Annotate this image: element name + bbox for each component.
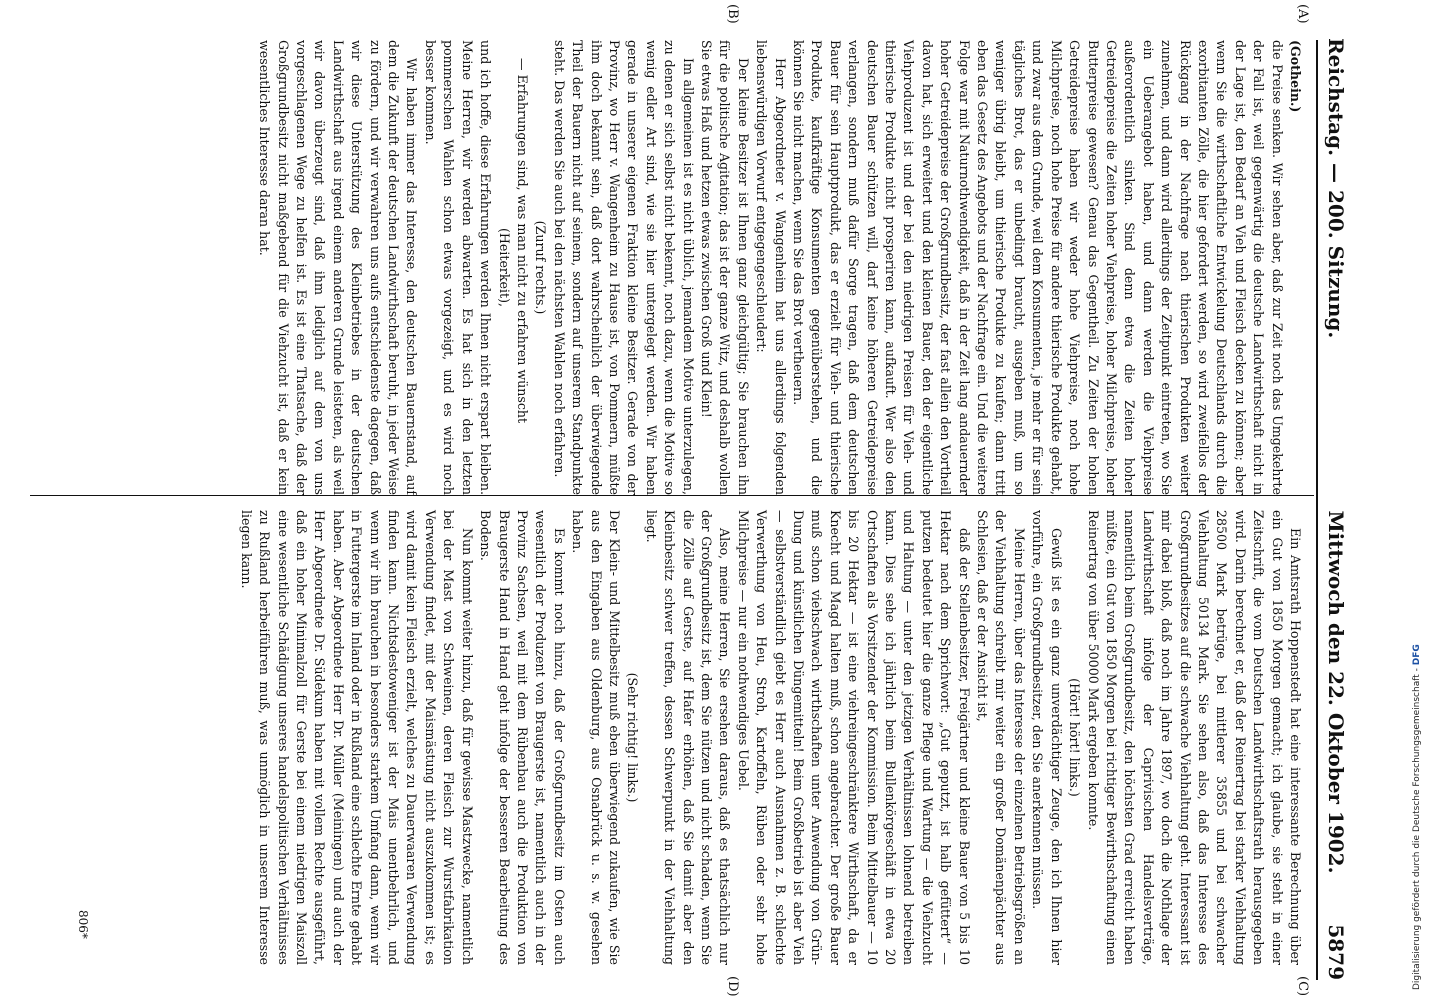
paragraph: Herr Abgeordneter v. Wangenheim hat uns allerdings folgenden liebenswürdigen Vorwurf entgegengeschleudert: <box>754 40 788 495</box>
header-left: Reichstag. — 200. Sitzung. <box>1324 38 1348 339</box>
paragraph: Meine Herren, über das Interesse der einzelnen Betriebsgrößen an der Viehhaltung schreibt mir weiter ein großer Domänenpächter aus Schlesien, daß er der Ansicht ist, <box>975 510 1027 965</box>
page-number: 5879 <box>1324 924 1348 980</box>
paragraph: Nun kommt weiter hinzu, daß für gewisse Mastzwecke, namentlich bei der Mast von Schweinen, deren Fleisch zur Wurstfabrikation Verwendung findet, mit der Maismästung nicht auszukommen ist; es wird damit kein Fleisch erzielt, welches zu Dauerwaaren Verwendung finden kann. Nichtsdestoweniger ist der Mais unentbehrlich, und wenn wir ihn brauchen in besonders starkem Umfang dann, wenn wir in Futtergerste im Inland oder in Rußland eine schlechte Ernte gehabt haben. Aber Abgeordnete Herr Dr. Müller (Meiningen) und auch der Herr Abgeordnete Dr. Südekum haben mit vollem Rechte ausgeführt, daß ein hoher Minimalzoll für Gerste bei einem niedrigen Maiszoll eine wesentliche Schädigung unseres handelspolitischen Verhältnisses zu Rußland herbeiführen muß, was unmöglich in unserem Interesse liegen kann. <box>238 510 475 965</box>
header-date: Mittwoch den 22. Oktober 1902. <box>1324 510 1348 874</box>
paragraph: und ich hoffe, diese Erfahrungen werden Ihnen nicht erspart bleiben. Meine Herren, wir werden abwarten. Es hat sich in den letzten pommerschen Wahlen schon etwas vorgezeigt, und es wird noch besser kommen. <box>422 40 494 495</box>
paragraph: Der Klein- und Mittelbesitz muß eben überwiegend zukaufen, wie Sie aus den Eingaben aus Oldenburg, aus Osnabrück u. s. w. gesehen haben. <box>570 510 622 965</box>
interjection: (Sehr richtig! links.) <box>625 672 641 803</box>
sheet-signature: 806* <box>76 910 90 939</box>
interjection: (Hört! hört! links.) <box>1067 678 1083 797</box>
paragraph: Es kommt noch hinzu, daß der Großgrundbesitz im Osten auch wesentlich der Produzent von Braugerste ist, namentlich auch in der Provinz Sachsen, weil mit dem Rübenbau auch die Produktion von Braugerste Hand in Hand geht infolge der besseren Bearbeitung des Bodens. <box>478 510 567 965</box>
margin-letter-c: (C) <box>1295 976 1310 997</box>
speaker-name: (Gothein.) <box>1288 40 1303 113</box>
header-rule <box>1316 40 1318 980</box>
interjection: (Zuruf rechts.) <box>533 220 549 315</box>
digitization-credit <box>1412 10 1428 990</box>
dfg-logo: DFG <box>1412 644 1422 666</box>
quotation: daß der Stellenbesitzer, Freigärtner und kleine Bauer von 5 bis 10 Hektar nach dem Sprichwort: „Gut geputzt, ist halb gefüttert“ — putzen bedeutet hier die ganze Pflege und Wartung — die Viehzucht und Haltung — unter den jetzigen Verhältnissen lohnend betreiben kann. Dies sehe ich jährlich beim Bullenkörgeschäft in etwa 20 Ortschaften als Vorsitzender der Kommission. Beim Mittelbauer — 10 bis 20 Hektar — ist eine viehreingeschränktere Wirthschaft, da er Knecht und Magd halten muß, schon angebrachter. Der große Bauer muß schon viehschwach wirthschaften unter Anwendung von Grün-Dung und künstlichen Düngemitteln! Beim Großbetrieb ist aber Vieh — selbstverständlich giebt es Herr auch Ausnahmen z. B. schlechte Verwerthung von Heu, Stroh, Kartoffeln, Rüben oder sehr hohe Milchpreise — nur ein nothwendiges Uebel. <box>735 510 972 965</box>
credit-text: Digitalisierung gefördert durch die Deutsche Forschungsgemeinschaft - <box>1412 665 1422 990</box>
paragraph: Im allgemeinen ist es nicht üblich, jemandem Motive unterzulegen, zu denen er sich selbst nicht bekennt, noch dazu, wenn die Motive so wenig edler Art sind, wie sie hier untergelegt werden. Wir haben gerade in unserer eigenen Fraktion kleine Besitzer. Gerade von der Provinz, wo Herr v. Wangenheim zu Hause ist, von Pommern, müßte ihm doch bekannt sein, daß dort wahrscheinlich der überwiegende Theil der Bauern nicht auf seinem, sondern auf unserem Standpunkte steht. Das werden Sie auch bei den nächsten Wahlen noch erfahren. <box>551 40 696 495</box>
paragraph: Ein Amtsrath Hoppenstedt hat eine interessante Berechnung über ein Gut von 1850 Morgen gemacht; ich glaube, sie steht in einer Zeitschrift, die vom Deutschen Landwirthschaftsrath herausgegeben wird. Darin berechnet er, daß der Reinertrag bei starker Viehhaltung 28500 Mark betrüge, bei mittlerer 35855 und bei schwacher Viehhaltung 50134 Mark. Sie sehen also, daß das Interesse des Großgrundbesitzes auf die schwache Viehhaltung geht. Interessant ist mir dabei bloß, daß noch im Jahre 1897, wo doch die Nothlage der Landwirthschaft infolge der Caprivischen Handelsverträge, namentlich beim Großgrundbesitz, den höchsten Grad erreicht haben müßte, ein Gut von 1850 Morgen bei richtiger Bewirthschaftung einen Reinertrag von über 50000 Mark ergeben konnte. <box>1085 510 1303 965</box>
paragraph: die Preise senken. Wir sehen aber, daß zur Zeit noch das Umgekehrte der Fall ist, weil gegenwärtig die deutsche Landwirthschaft nicht in der Lage ist, den Bedarf an Vieh und Fleisch decken zu können; aber wenn Sie die wirthschaftliche Entwickelung Deutschlands durch die exorbitanten Zölle, die hier gefordert werden, so wird zweifellos der Rückgang in der Nachfrage nach thierischen Produkten weiter zunehmen, und dann wird allerdings der Zeitpunkt eintreten, wo Sie ein Ueberangebot haben, und dann werden die Viehpreise außerordentlich sinken. Sind denn etwa die Zeiten hoher Getreidepreise die Zeiten hoher Viehpreise, hoher Milchpreise, hoher Butterpreise gewesen? Genau das Gegentheil. Zu Zeiten der hohen Getreidepreise haben wir weder hohe Viehpreise, noch hohe Milchpreise, noch hohe Preise für andere thierische Produkte gehabt, und zwar aus dem Grunde, weil dem Konsumenten, je mehr er für sein tägliches Brot, das er unbedingt braucht, ausgeben muß, um so weniger übrig bleibt, um thierische Produkte zu kaufen; dann tritt eben das Gesetz des Angebots und der Nachfrage ein. Und die weitere Folge war mit Naturnothwendigkeit, daß in der Zeit lang andauernder hoher Getreidepreise der Großgrundbesitz, der fast allein den Vortheil davon hat, sich erweitert und den kleinen Bauer, den der eigentliche Viehproduzent ist und der bei den niedrigen Preisen für Vieh- und thierische Produkte nicht prosperiren kann, aufkauft. Wer also den deutschen Bauer schützen will, darf keine höheren Getreidepreise verlangen, sondern muß dafür Sorge tragen, daß dem deutschen Bauer für sein Hauptprodukt, das er erzielt für Vieh- und thierische Produkte, kaufkräftige Konsumenten gegenüberstehen, und die können Sie nicht machen, wenn Sie das Brot vertheuern. <box>791 40 1285 495</box>
page-header <box>1324 38 1372 980</box>
paragraph: — Erfahrungen sind, was man nicht zu erfahren wünscht <box>514 58 530 424</box>
quotation: Der kleine Besitzer ist Ihnen ganz gleichgültig; Sie brauchen ihn für die politische Agitation; das ist der ganze Witz, und deshalb wollen Sie etwas Haß und hetzen etwas zwischen Groß und Klein! <box>699 40 751 495</box>
margin-letter-a: (A) <box>1295 4 1310 24</box>
margin-letter-b: (B) <box>725 4 740 24</box>
paragraph: Also, meine Herren, Sie ersehen daraus, daß es thatsächlich nur der Großgrundbesitz ist, dem Sie nützen und nicht schaden, wenn Sie die Zölle auf Gerste, auf Hafer erhöhen, daß Sie damit aber den Kleinbesitz schwer treffen, dessen Schwerpunkt in der Viehhaltung liegt. <box>643 510 733 965</box>
right-column <box>236 510 1304 965</box>
paragraph: Wir haben immer das Interesse, den deutschen Bauernstand, auf dem die Zukunft der deutschen Landwirthschaft beruht, in jeder Weise zu fördern, und wir verwahren uns aufs entschiedenste dagegen, daß wir diese Unterstützung des Kleinbetriebes in der deutschen Landwirthschaft aus irgend einem anderen Grunde leisteten, als weil wir davon überzeugt sind, daß ihm lediglich auf dem von uns vorgeschlagenen Wege zu helfen ist. Es ist eine Thatsache, daß der Großgrundbesitz nicht maßgebend für die Viehzucht ist, daß er kein wesentliches Interesse daran hat. <box>257 40 420 495</box>
column-divider <box>30 495 1314 496</box>
interjection: (Heiterkeit), <box>496 228 512 307</box>
left-column <box>255 40 1304 495</box>
margin-letter-d: (D) <box>725 976 740 997</box>
paragraph: Gewiß ist es ein ganz unverdächtiger Zeuge, den ich Ihnen hier vorführe, ein Großgrundbesitzer, den Sie anerkennen müssen. <box>1030 510 1064 965</box>
